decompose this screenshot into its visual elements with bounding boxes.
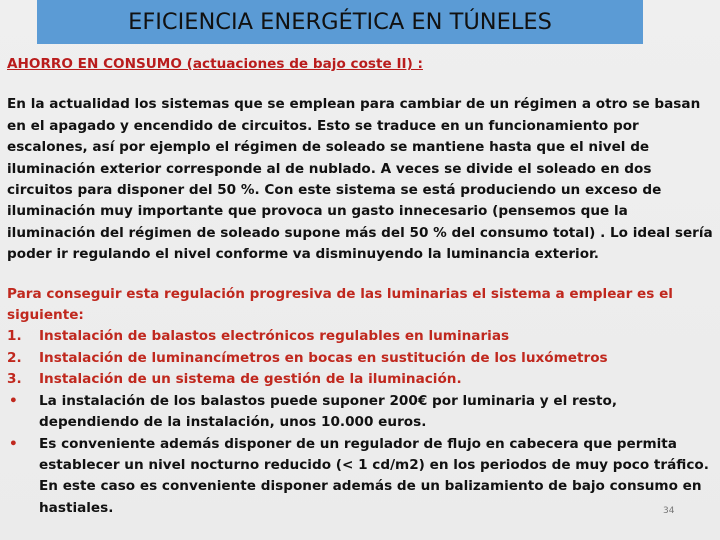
item-number: 3. — [7, 371, 22, 388]
numbered-item — [7, 369, 715, 390]
steps-block — [7, 284, 715, 519]
item-number: 2. — [7, 349, 22, 366]
bullet-marker: • — [9, 392, 18, 409]
bullet-text: Es conveniente además disponer de un regulador de flujo en cabecera que permita establecer un nivel nocturno reducido (< 1 cd/m2) en los periodos de muy poco tráfico. En este caso es conveniente disponer además de un balizamiento de bajo consumo en hastiales. — [39, 435, 709, 516]
numbered-item — [7, 326, 715, 347]
steps-intro: Para conseguir esta regulación progresiva de las luminarias el sistema a emplear es el siguiente: — [7, 285, 673, 324]
bullet-text: La instalación de los balastos puede suponer 200€ por luminaria y el resto, dependiendo de la instalación, unos 10.000 euros. — [39, 392, 618, 431]
item-text: Instalación de balastos electrónicos regulables en luminarias — [39, 328, 510, 345]
page-number: 34 — [663, 506, 675, 516]
body-paragraph: En la actualidad los sistemas que se emplean para cambiar de un régimen a otro se basan en el apagado y encendido de circuitos. Esto se traduce en un funcionamiento por escalones, así por ejemplo el régimen de soleado se mantiene hasta que el nivel de iluminación exterior corresponde al de nublado. A veces se divide el soleado en dos circuitos para disponer del 50 %. Con este sistema se está produciendo un exceso de iluminación muy importante que provoca un gasto innecesario (pensemos que la iluminación del régimen de soleado supone más del 50 % del consumo total) . Lo ideal sería poder ir regulando el nivel conforme va disminuyendo la luminancia exterior. — [7, 96, 713, 263]
slide-content — [7, 54, 715, 519]
item-number: 1. — [7, 328, 22, 345]
slide-title: EFICIENCIA ENERGÉTICA EN TÚNELES — [128, 9, 552, 35]
title-banner — [37, 0, 643, 44]
numbered-item — [7, 348, 715, 369]
item-text: Instalación de un sistema de gestión de la iluminación. — [39, 371, 462, 388]
item-text: Instalación de luminancímetros en bocas en sustitución de los luxómetros — [39, 349, 608, 366]
bullet-marker: • — [9, 435, 18, 452]
bullet-item — [7, 434, 715, 520]
bullet-item — [7, 391, 715, 434]
section-heading: AHORRO EN CONSUMO (actuaciones de bajo coste II) : — [7, 56, 423, 72]
